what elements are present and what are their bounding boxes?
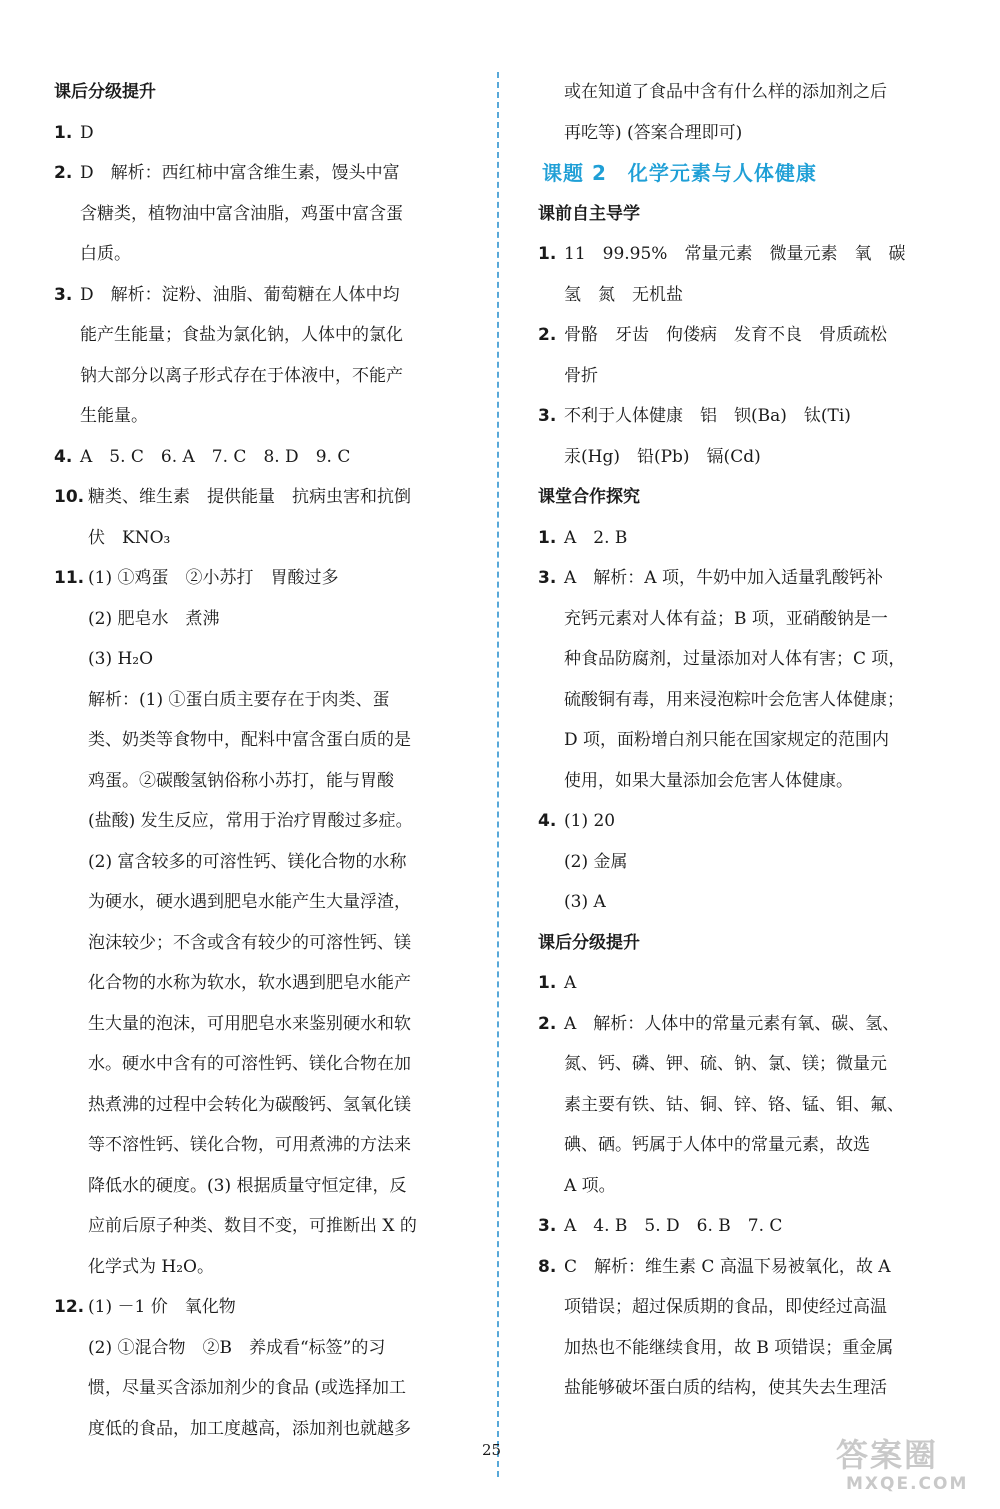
answer-line: A 4. B 5. D 6. B 7. C (564, 1216, 783, 1236)
answer-line: 类、奶类等食物中，配料中富含蛋白质的是 (88, 730, 411, 750)
answer-item (538, 518, 950, 559)
answer-line: (2) ①混合物 ②B 养成看“标签”的习 (88, 1337, 386, 1358)
answer-line: 解析：(1) ①蛋白质主要存在于肉类、蛋 (88, 689, 390, 710)
answer-item (54, 558, 466, 1287)
answer-line: 应前后原子种类、数目不变，可推断出 X 的 (88, 1216, 417, 1236)
answer-line: 热煮沸的过程中会转化为碳酸钙、氢氧化镁 (88, 1094, 411, 1115)
answer-line: A 5. C 6. A 7. C 8. D 9. C (80, 446, 351, 467)
answer-line: (3) H₂O (88, 649, 154, 669)
answer-line: 含糖类，植物油中富含油脂，鸡蛋中富含蛋 (80, 203, 403, 224)
answer-line: 化学式为 H₂O。 (88, 1256, 214, 1277)
answer-line: 使用，如果大量添加会危害人体健康。 (564, 770, 853, 791)
answer-item (538, 1247, 950, 1409)
item-number: 1. (54, 122, 73, 143)
item-number: 2. (54, 163, 73, 183)
answer-line: 骨骼 牙齿 佝偻病 发育不良 骨质疏松 (564, 325, 887, 345)
answer-item (54, 153, 466, 275)
answer-line: (1) 20 (564, 811, 616, 831)
answer-item (538, 1206, 950, 1247)
answer-item (538, 801, 950, 923)
answer-item (54, 275, 466, 437)
answer-line: 为硬水，硬水遇到肥皂水能产生大量浮渣， (88, 892, 411, 912)
answer-line: 泡沫较少；不含或含有较少的可溶性钙、镁 (88, 932, 411, 953)
answer-item (54, 437, 466, 478)
answer-line: 素主要有铁、钴、铜、锌、铬、锰、钼、氟、 (564, 1094, 904, 1115)
answer-item (538, 315, 950, 396)
continuation-line: 再吃等) (答案合理即可) (564, 122, 743, 143)
answer-line: C 解析：维生素 C 高温下易被氧化，故 A (564, 1256, 891, 1277)
answer-line: 伏 KNO₃ (88, 527, 171, 548)
item-number: 1. (538, 527, 557, 548)
answer-line: 等不溶性钙、镁化合物，可用煮沸的方法来 (88, 1135, 411, 1155)
right-column (538, 72, 950, 1409)
lesson-title: 课题 2 化学元素与人体健康 (542, 161, 817, 185)
answer-line: 生能量。 (80, 406, 148, 426)
answer-line: A 2. B (564, 527, 628, 548)
item-number: 12. (54, 1297, 85, 1317)
answer-item (538, 234, 950, 315)
section-title: 课前自主导学 (538, 203, 640, 224)
item-number: 3. (538, 1216, 557, 1236)
answer-line: 钠大部分以离子形式存在于体液中，不能产 (80, 365, 403, 386)
watermark-url: MXQE.COM (846, 1474, 969, 1494)
answer-line: (盐酸) 发生反应，常用于治疗胃酸过多症。 (88, 811, 413, 831)
answer-line: D 解析：淀粉、油脂、葡萄糖在人体中均 (80, 284, 400, 305)
answer-line: 碘、硒。钙属于人体中的常量元素，故选 (564, 1135, 870, 1155)
answer-line: 氮、钙、磷、钾、硫、钠、氯、镁；微量元 (564, 1054, 887, 1074)
item-number: 4. (538, 811, 557, 831)
section-title: 课堂合作探究 (538, 487, 640, 507)
answer-line: A 项。 (564, 1175, 616, 1196)
answer-line: 骨折 (564, 365, 598, 386)
answer-line: 充钙元素对人体有益；B 项，亚硝酸钠是一 (564, 608, 888, 629)
column-divider (497, 72, 499, 1477)
item-number: 4. (54, 446, 73, 467)
answer-line: 糖类、维生素 提供能量 抗病虫害和抗倒 (88, 487, 411, 507)
answer-line: A 解析：人体中的常量元素有氧、碳、氢、 (564, 1013, 900, 1034)
answer-line: 11 99.95% 常量元素 微量元素 氧 碳 (564, 244, 906, 264)
left-column (54, 72, 466, 1449)
answer-line: 氢 氮 无机盐 (564, 284, 683, 305)
answer-line: 能产生能量；食盐为氯化钠，人体中的氯化 (80, 325, 403, 345)
answer-item (538, 396, 950, 477)
answer-line: 水。硬水中含有的可溶性钙、镁化合物在加 (88, 1054, 411, 1074)
continuation-line: 或在知道了食品中含有什么样的添加剂之后 (564, 82, 887, 102)
answer-line: 不利于人体健康 铝 钡(Ba) 钛(Ti) (564, 406, 851, 426)
answer-line: A (564, 973, 577, 993)
answer-line: (2) 富含较多的可溶性钙、镁化合物的水称 (88, 851, 407, 872)
watermark-logo (836, 1436, 986, 1502)
answer-line: 惯，尽量买含添加剂少的食品 (或选择加工 (88, 1378, 407, 1398)
answer-item (54, 1287, 466, 1449)
answer-line: 种食品防腐剂，过量添加对人体有害；C 项， (564, 649, 906, 669)
answer-line: 硫酸铜有毒，用来浸泡粽叶会危害人体健康； (564, 689, 904, 710)
answer-item (538, 1004, 950, 1207)
answer-line: A 解析：A 项，牛奶中加入适量乳酸钙补 (564, 568, 883, 588)
answer-line: 项错误；超过保质期的食品，即使经过高温 (564, 1297, 887, 1317)
answer-item (538, 558, 950, 801)
item-number: 8. (538, 1256, 557, 1277)
answer-line: 化合物的水称为软水，软水遇到肥皂水能产 (88, 973, 411, 993)
answer-line: (2) 肥皂水 煮沸 (88, 608, 220, 629)
answer-item (538, 963, 950, 1004)
item-number: 2. (538, 1013, 557, 1034)
answer-line: 降低水的硬度。(3) 根据质量守恒定律，反 (88, 1175, 407, 1196)
item-number: 11. (54, 568, 85, 588)
answer-line: 度低的食品，加工度越高，添加剂也就越多 (88, 1418, 411, 1439)
item-number: 1. (538, 973, 557, 993)
section-title: 课后分级提升 (54, 82, 156, 102)
answer-line: D 解析：西红柿中富含维生素，馒头中富 (80, 163, 400, 183)
answer-line: (1) ①鸡蛋 ②小苏打 胃酸过多 (88, 568, 339, 588)
answer-line: 生大量的泡沫，可用肥皂水来鉴别硬水和软 (88, 1013, 411, 1034)
answer-line: (2) 金属 (564, 851, 628, 872)
answer-line: D 项，面粉增白剂只能在国家规定的范围内 (564, 730, 890, 750)
item-number: 3. (538, 568, 557, 588)
section-title: 课后分级提升 (538, 932, 640, 953)
answer-line: (1) －1 价 氧化物 (88, 1297, 236, 1317)
answer-line: 加热也不能继续食用，故 B 项错误；重金属 (564, 1337, 894, 1358)
answer-line: 鸡蛋。②碳酸氢钠俗称小苏打，能与胃酸 (88, 770, 394, 791)
answer-item (54, 113, 466, 154)
item-number: 3. (538, 406, 557, 426)
item-number: 2. (538, 325, 557, 345)
item-number: 1. (538, 244, 557, 264)
page-number: 25 (482, 1441, 502, 1459)
answer-line: 盐能够破坏蛋白质的结构，使其失去生理活 (564, 1378, 887, 1398)
watermark-text: 答案圈 (836, 1436, 939, 1474)
answer-line: D (80, 122, 94, 143)
item-number: 10. (54, 487, 85, 507)
answer-line: (3) A (564, 892, 606, 912)
answer-line: 白质。 (80, 244, 131, 264)
item-number: 3. (54, 284, 73, 305)
answer-item (54, 477, 466, 558)
answer-line: 汞(Hg) 铅(Pb) 镉(Cd) (564, 446, 761, 467)
